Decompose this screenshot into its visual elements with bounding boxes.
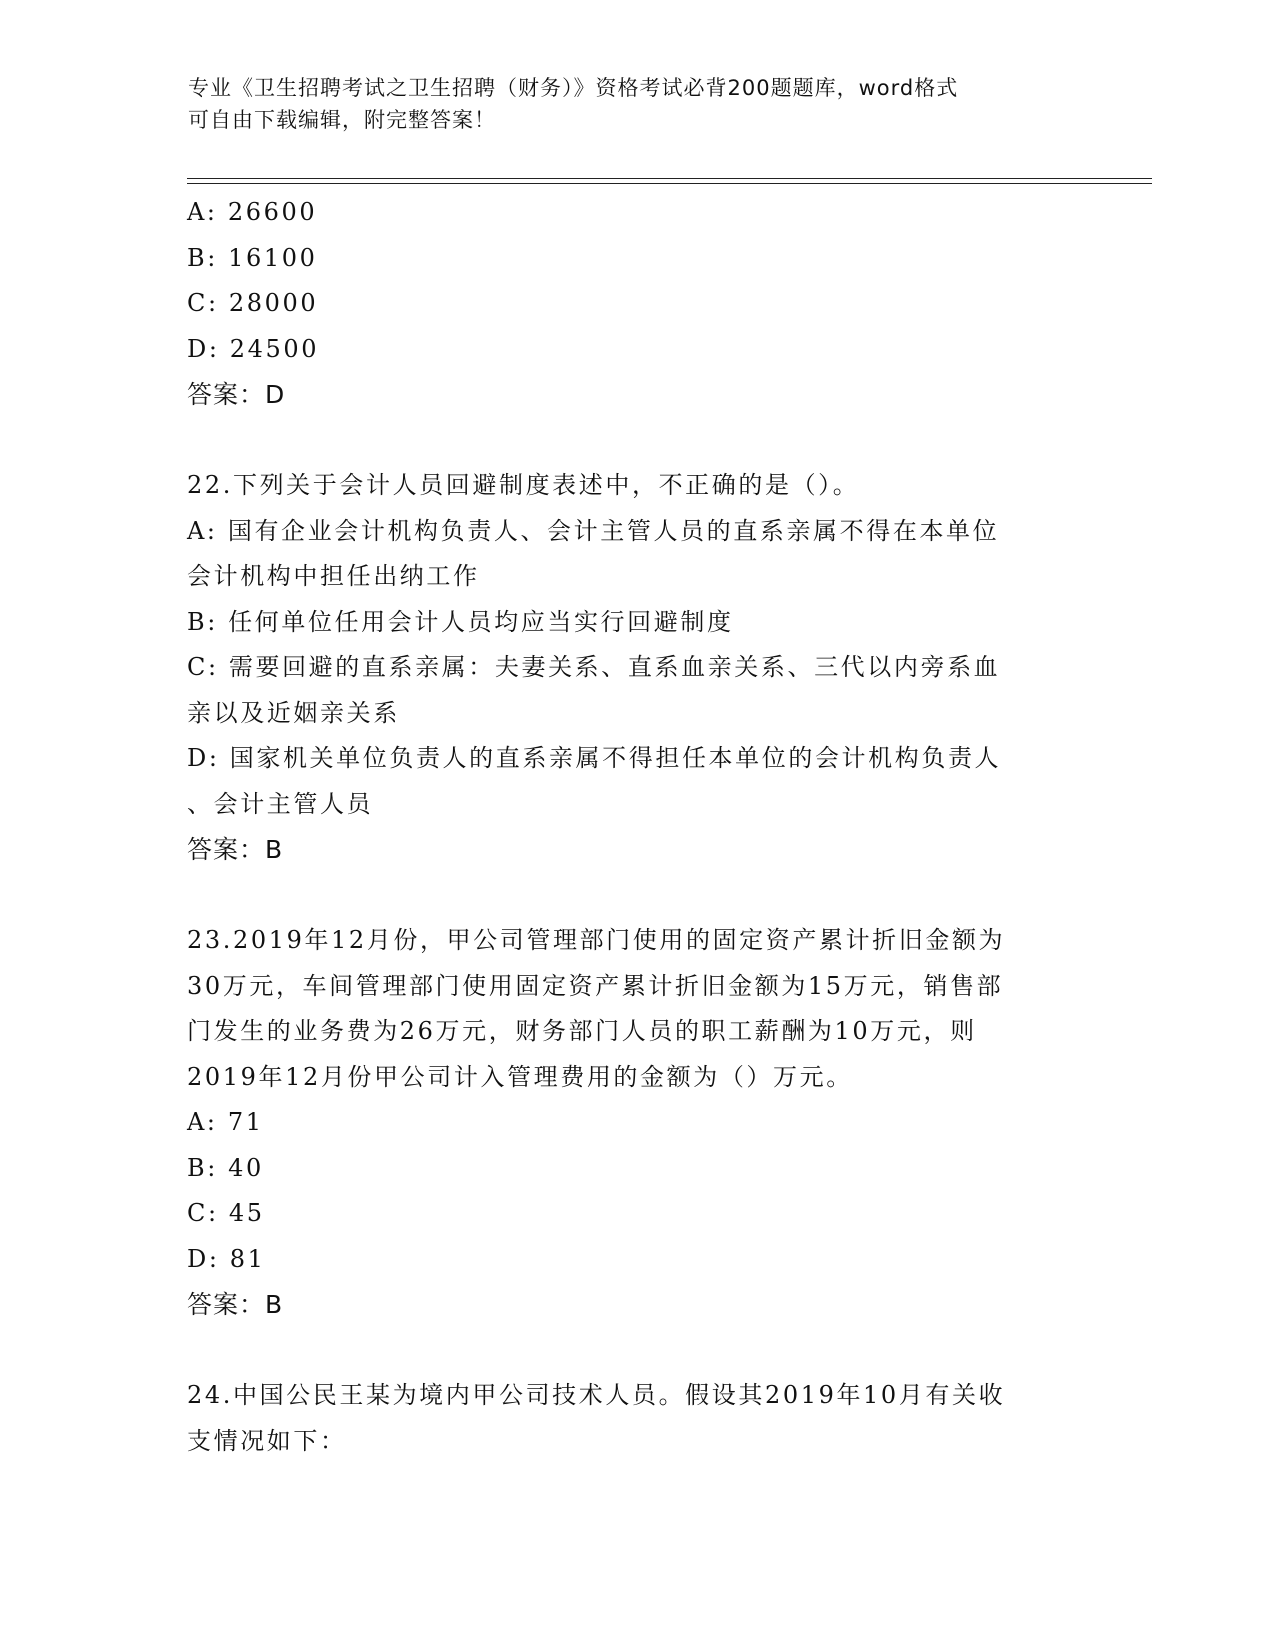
header-title-line-2: 可自由下载编辑，附完整答案！ [188,108,496,132]
prev-question-answer: 答案：D [187,380,286,409]
spacer [187,873,1087,919]
option-a-continued: 会计机构中担任出纳工作 [187,562,480,590]
option-b: B: 40 [187,1153,264,1182]
prev-question-options [187,190,1087,372]
question-24 [187,1373,1087,1464]
option-b: B: 16100 [187,243,318,272]
question-stem-line-1: 24.中国公民王某为境内甲公司技术人员。假设其2019年10月有关收 [187,1381,1006,1409]
document-header [188,72,1068,136]
question-answer: 答案：B [187,1290,284,1319]
spacer [187,1328,1087,1374]
option-c: C: 45 [187,1199,265,1227]
option-d: D: 24500 [187,334,320,363]
question-answer: 答案：B [187,835,284,864]
header-divider-bottom [187,183,1152,184]
option-d: D: 国家机关单位负责人的直系亲属不得担任本单位的会计机构负责人 [187,744,1002,772]
question-stem-line-1: 23.2019年12月份，甲公司管理部门使用的固定资产累计折旧金额为 [187,926,1006,954]
option-b: B: 任何单位任用会计人员均应当实行回避制度 [187,607,734,636]
option-c: C: 需要回避的直系亲属：夫妻关系、直系血亲关系、三代以内旁系血 [187,653,1001,681]
question-stem-line-2: 支情况如下： [187,1426,347,1455]
question-22 [187,463,1087,873]
question-stem-line-2: 30万元，车间管理部门使用固定资产累计折旧金额为15万元，销售部 [187,971,1004,1000]
option-c-continued: 亲以及近姻亲关系 [187,698,400,727]
question-content [187,190,1087,1464]
option-a: A: 国有企业会计机构负责人、会计主管人员的直系亲属不得在本单位 [187,516,1000,545]
question-stem-line-3: 门发生的业务费为26万元，财务部门人员的职工薪酬为10万元，则 [187,1017,977,1045]
question-stem: 22.下列关于会计人员回避制度表述中，不正确的是（）。 [187,471,860,499]
option-d: D: 81 [187,1244,266,1273]
spacer [187,418,1087,464]
header-title-line-1: 专业《卫生招聘考试之卫生招聘（财务）》资格考试必背200题题库，word格式 [188,76,959,100]
option-a: A: 26600 [187,198,318,226]
question-23 [187,918,1087,1328]
option-d-continued: 、会计主管人员 [187,789,374,818]
question-stem-line-4: 2019年12月份甲公司计入管理费用的金额为（）万元。 [187,1062,853,1091]
header-divider-top [187,178,1152,179]
option-c: C: 28000 [187,289,319,317]
option-a: A: 71 [187,1108,264,1136]
